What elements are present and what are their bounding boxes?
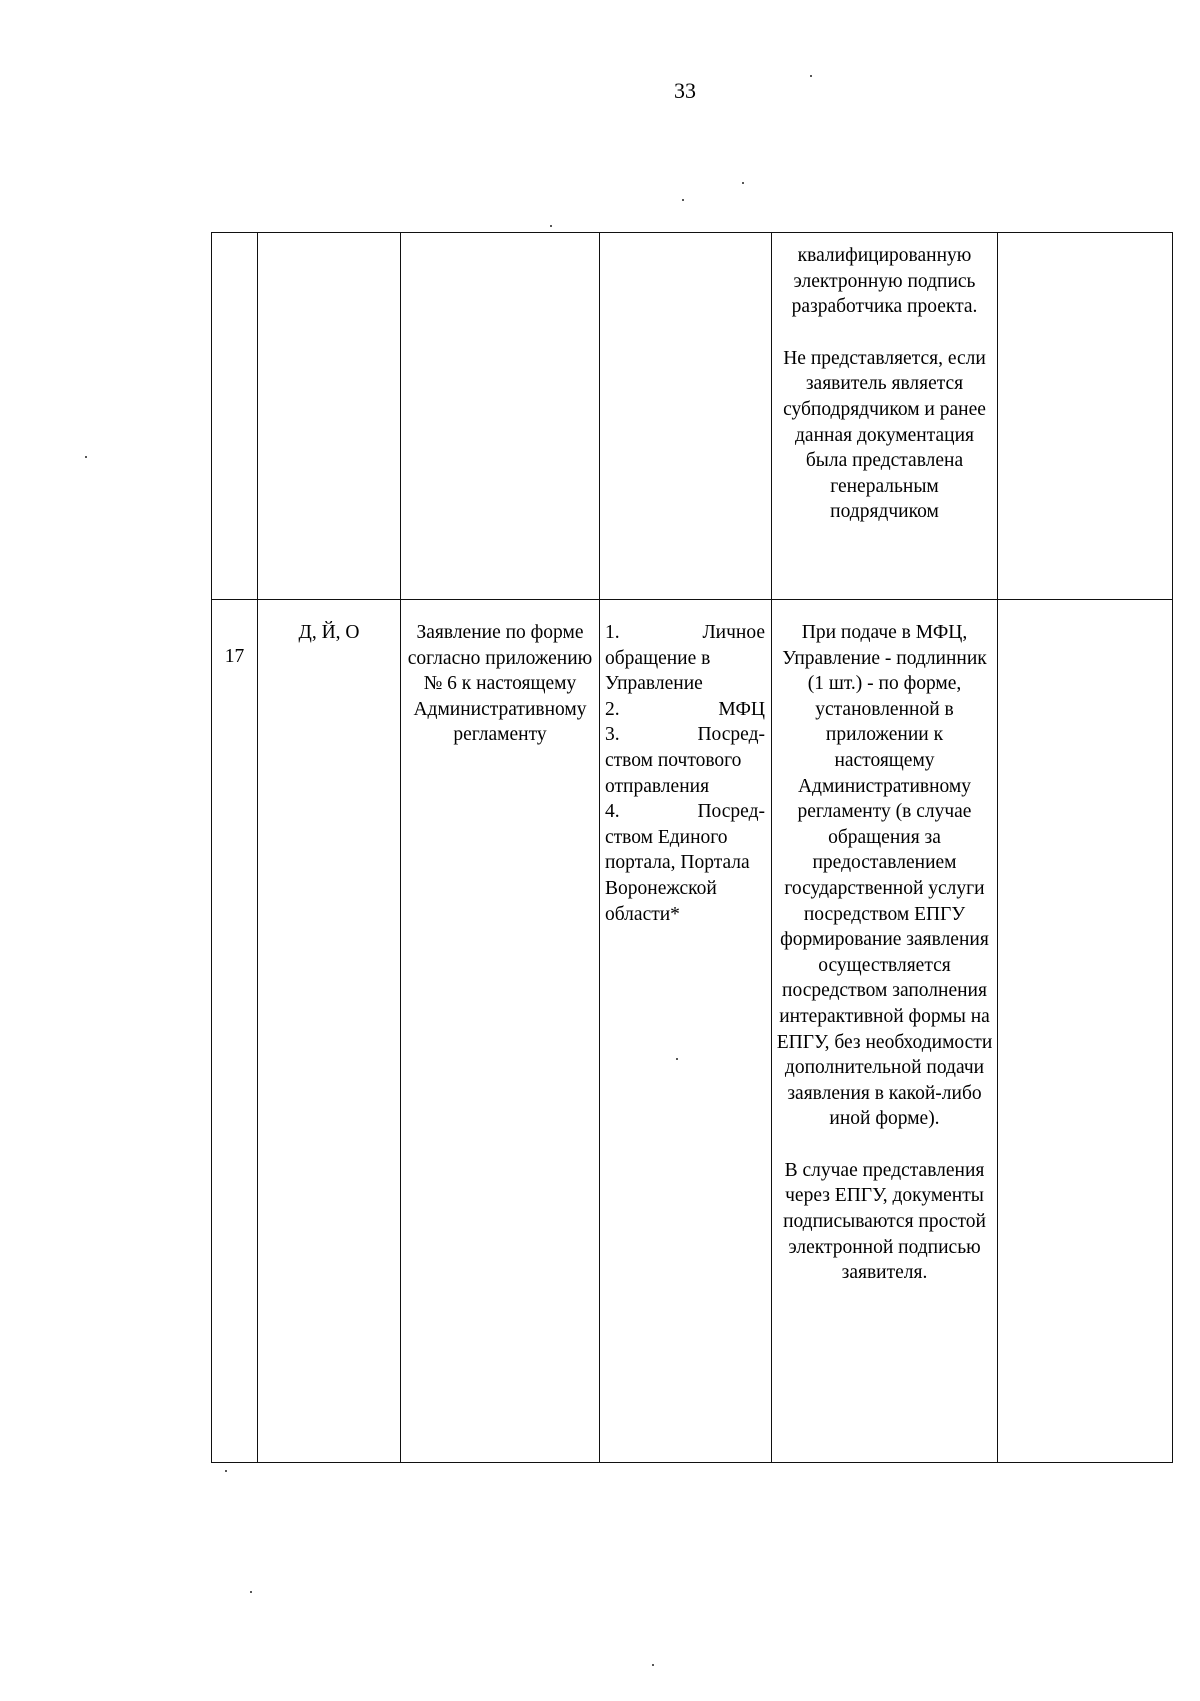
scan-speck — [652, 1664, 654, 1666]
method-first-word: МФЦ — [718, 698, 765, 720]
cell-methods — [600, 600, 772, 1463]
scan-speck — [676, 1058, 678, 1060]
method-item — [605, 799, 765, 927]
note-text: квалифицированную электронную подпись разработчика проекта. — [791, 245, 978, 318]
table-row — [212, 600, 1173, 1463]
cell-category: Д, Й, О — [258, 600, 401, 1463]
note-text: Не представляется, если заявитель является субподрядчиком и ранее данная документация была представлена генеральным подрядчиком — [783, 347, 986, 523]
cell-extra — [998, 600, 1173, 1463]
method-rest: обращение в Управление — [605, 647, 711, 695]
method-number: 4. — [605, 801, 620, 823]
method-rest: ством Единого портала, Портала Воронежской области* — [605, 826, 750, 925]
scan-speck — [742, 182, 744, 184]
note-text: При подаче в МФЦ, Управление - подлинник (1 шт.) - по форме, установленной в приложении к настоящему Административному регламенту (в случае обращения за предоставлением государственной услуги посредством ЕПГУ формирование заявления осуществляется посредством заполнения интерактивной формы на ЕПГУ, без необходимости дополнительной подачи заявления в какой-либо иной форме). — [776, 622, 993, 1130]
method-first-word: Личное — [702, 622, 765, 643]
cell-number: 17 — [212, 600, 258, 1463]
cell-document-name — [401, 233, 600, 600]
scan-speck — [810, 75, 812, 77]
table-row — [212, 233, 1173, 600]
method-number: 3. — [605, 724, 620, 746]
scan-speck — [682, 199, 684, 201]
cell-notes — [772, 233, 998, 600]
cell-category — [258, 233, 401, 600]
cell-document-name: Заявление по форме согласно приложению № 6 к настоящему Административному регламенту — [401, 600, 600, 1463]
scan-speck — [250, 1591, 252, 1593]
scan-speck — [550, 225, 552, 227]
method-number: 1. — [605, 622, 620, 643]
requirements-table — [211, 232, 1173, 1463]
scan-speck — [85, 456, 87, 458]
cell-number — [212, 233, 258, 600]
cell-extra — [998, 233, 1173, 600]
method-item — [605, 722, 765, 799]
method-number: 2. — [605, 698, 620, 720]
cell-notes — [772, 600, 998, 1463]
cell-methods — [600, 233, 772, 600]
method-item — [605, 697, 765, 723]
method-first-word: Посред- — [697, 724, 765, 746]
page-number: 33 — [674, 78, 696, 103]
note-text: В случае представления через ЕПГУ, документы подписываются простой электронной подписью заявителя. — [783, 1159, 986, 1284]
method-rest: ством почтового отправления — [605, 749, 742, 797]
method-item — [605, 620, 765, 697]
scan-speck — [225, 1470, 227, 1472]
method-first-word: Посред- — [697, 801, 765, 823]
